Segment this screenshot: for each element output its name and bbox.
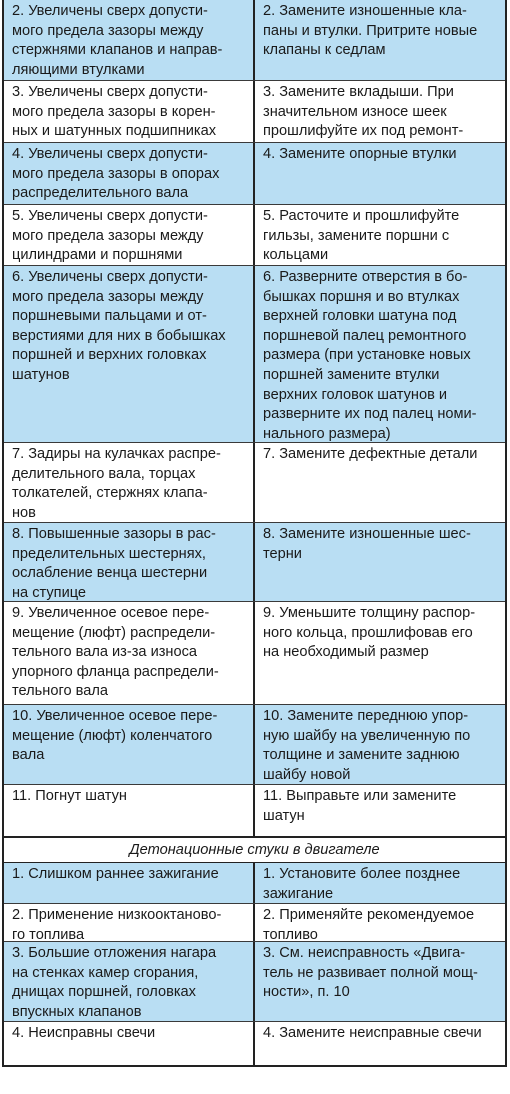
remedy-cell: 11. Выправьте или замените шатун [263,788,457,824]
remedy-cell: 1. Установите более позднее зажигание [263,866,461,902]
table-row [4,784,505,836]
bottom-rows [4,863,505,1065]
table-row [4,941,505,1021]
cause-cell: 6. Увеличены сверх допусти- мого предела зазоры между поршневыми пальцами и от- верстиями для них в бобышках поршней и верхних головках шатунов [4,266,255,442]
remedy-cell: 5. Расточите и прошлифуйте гильзы, замените поршни с кольцами [263,208,460,264]
cause-cell: 10. Увеличенное осевое пере- мещение (люфт) коленчатого вала [4,705,255,784]
cause-cell: 4. Увеличены сверх допусти- мого предела зазоры в опорах распределительного вала [4,143,255,204]
cause-cell: 7. Задиры на кулачках распре- делительного вала, торцах толкателей, стержнях клапа- нов [4,443,255,522]
cause-cell: 4. Неисправны свечи [4,1022,255,1065]
table-row [4,204,505,265]
section-title: Детонационные стуки в двигателе [129,842,380,858]
table-row [4,265,505,442]
remedy-cell: 3. См. неисправность «Двига- тель не развивает полной мощ- ности», п. 10 [263,945,478,1001]
table-row [4,863,505,903]
remedy-cell: 4. Замените неисправные свечи [263,1025,482,1041]
remedy-cell: 2. Применяйте рекомендуемое топливо [263,907,475,941]
table-row [4,0,505,80]
remedy-cell: 9. Уменьшите толщину распор- ного кольца, прошлифовав его на необходимый размер [263,605,476,661]
cause-cell: 2. Применение низкооктаново- го топлива [4,904,255,941]
cause-cell: 9. Увеличенное осевое пере- мещение (люфт) распредели- тельного вала из-за износа упорного фланца распредели- тельного вала [4,602,255,704]
table-row [4,522,505,601]
cause-cell: 8. Повышенные зазоры в рас- пределительных шестернях, ослабление венца шестерни на ступице [4,523,255,601]
table-row [4,442,505,522]
table-row [4,903,505,941]
remedy-cell: 2. Замените изношенные кла- паны и втулки. Притрите новые клапаны к седлам [263,3,478,59]
remedy-cell: 10. Замените переднюю упор- ную шайбу на увеличенную по толщине и замените заднюю шайбу новой [263,708,471,783]
remedy-cell: 7. Замените дефектные детали [263,446,478,462]
table-row [4,142,505,204]
remedy-cell: 3. Замените вкладыши. При значительном износе шеек прошлифуйте их под ремонт- [263,84,464,140]
table-row [4,80,505,142]
remedy-cell: 8. Замените изношенные шес- терни [263,526,471,562]
remedy-cell: 6. Разверните отверстия в бо- бышках поршня и во втулках верхней головки шатуна под поршневой палец ремонтного размера (при установке новых поршней замените втулки верхних головок шатунов и разверните их под палец номи- нального размера) [263,269,477,442]
table-row [4,1021,505,1065]
troubleshooting-table [2,0,507,1067]
table-row [4,704,505,784]
cause-cell: 3. Большие отложения нагара на стенках камер сгорания, днищах поршней, головках впускных клапанов [4,942,255,1021]
table-row [4,601,505,704]
cause-cell: 3. Увеличены сверх допусти- мого предела зазоры в корен- ных и шатунных подшипниках [4,81,255,142]
section-header [4,836,505,863]
remedy-cell: 4. Замените опорные втулки [263,146,457,162]
cause-cell: 1. Слишком раннее зажигание [4,863,255,903]
cause-cell: 11. Погнут шатун [4,785,255,836]
top-rows [4,0,505,836]
cause-cell: 5. Увеличены сверх допусти- мого предела зазоры между цилиндрами и поршнями [4,205,255,265]
cause-cell: 2. Увеличены сверх допусти- мого предела зазоры между стержнями клапанов и направ- ляющими втулками [4,0,255,80]
